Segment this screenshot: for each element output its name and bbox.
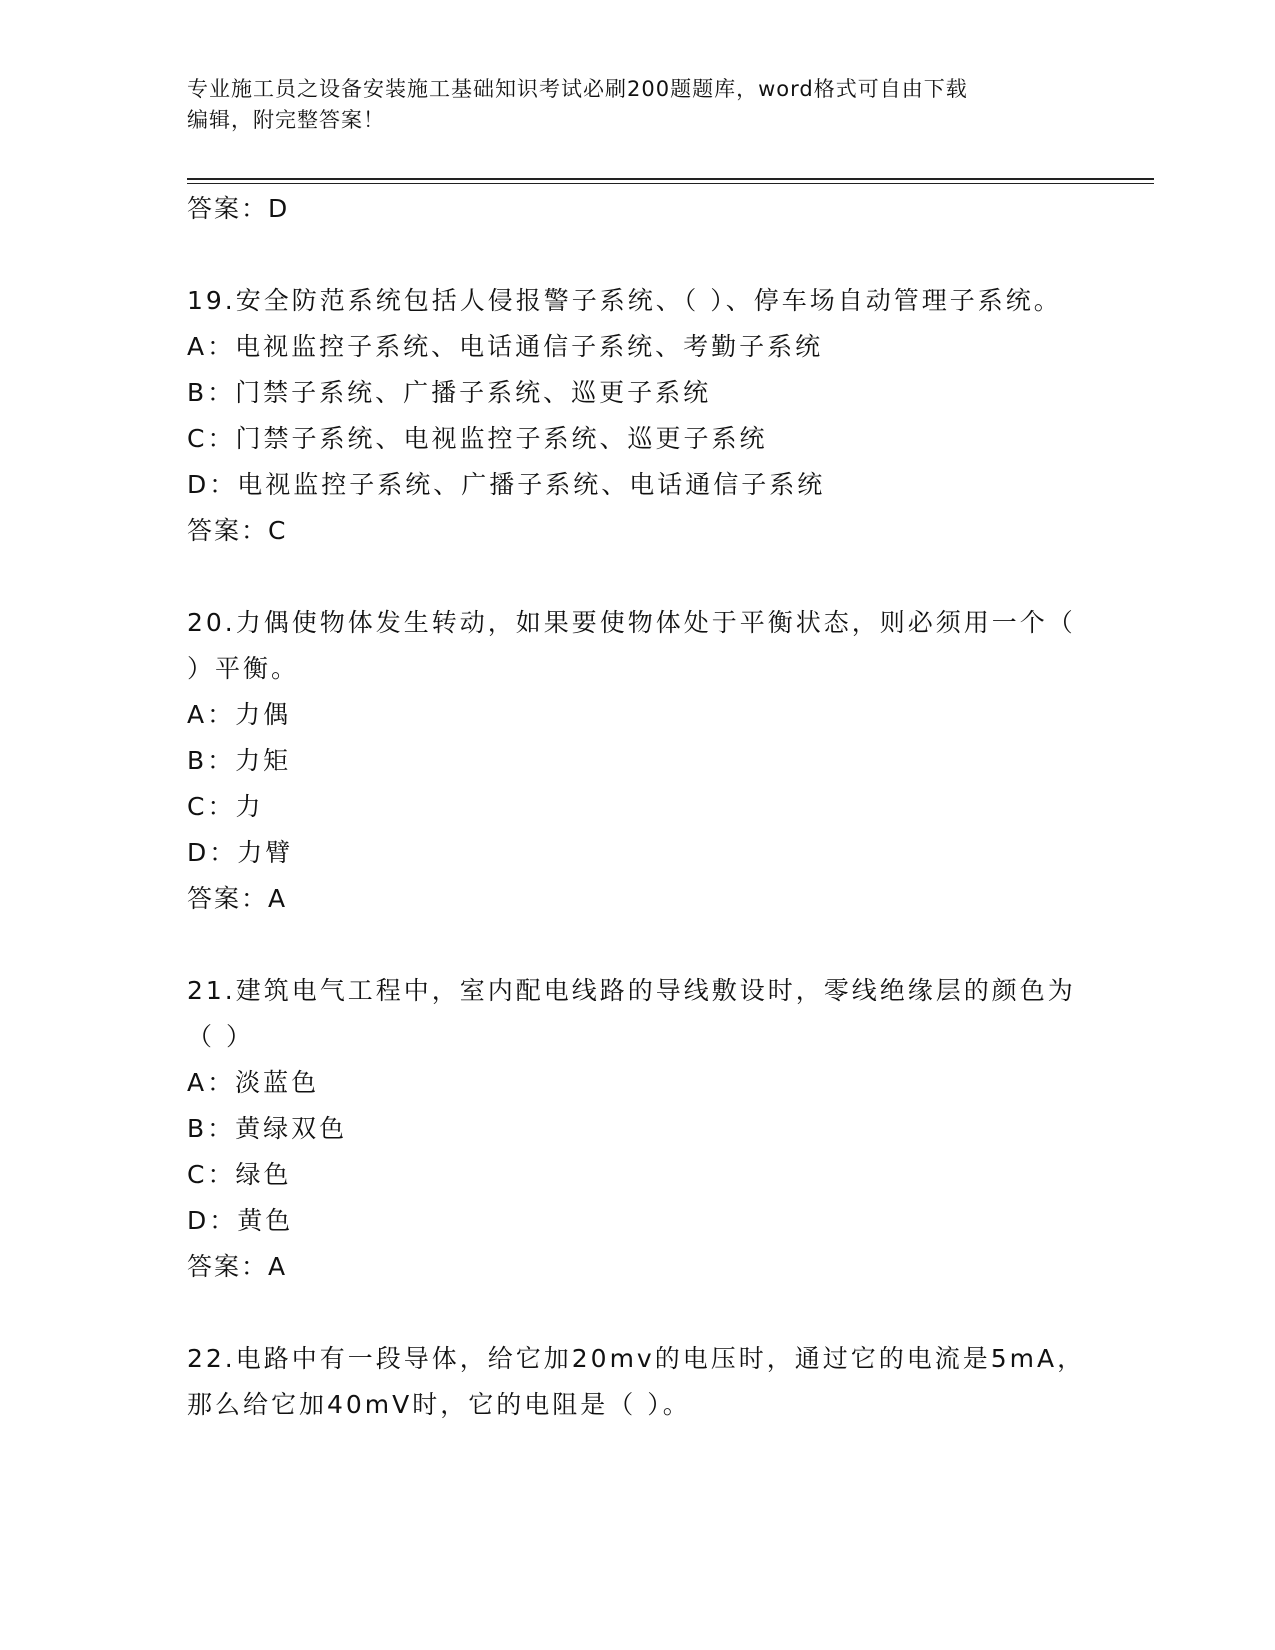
option-a: A：淡蓝色 bbox=[187, 1068, 320, 1097]
option-d: D：电视监控子系统、广播子系统、电话通信子系统 bbox=[187, 470, 826, 499]
question-22 bbox=[187, 1336, 1087, 1428]
option-a: A：力偶 bbox=[187, 700, 292, 729]
option-b: B：门禁子系统、广播子系统、巡更子系统 bbox=[187, 378, 712, 407]
question-21 bbox=[187, 968, 1087, 1290]
question-stem: 20.力偶使物体发生转动，如果要使物体处于平衡状态，则必须用一个（ ）平衡。 bbox=[187, 608, 1076, 683]
option-d: D：黄色 bbox=[187, 1206, 294, 1235]
question-20 bbox=[187, 600, 1087, 922]
header-line-1: 专业施工员之设备安装施工基础知识考试必刷200题题库，word格式可自由下载 bbox=[187, 77, 968, 101]
question-answer: 答案：A bbox=[187, 1252, 288, 1281]
question-stem: 21.建筑电气工程中，室内配电线路的导线敷设时，零线绝缘层的颜色为（ ） bbox=[187, 976, 1076, 1051]
option-c: C：门禁子系统、电视监控子系统、巡更子系统 bbox=[187, 424, 768, 453]
document-header bbox=[187, 74, 1087, 136]
question-list bbox=[187, 186, 1087, 1428]
previous-answer: 答案：D bbox=[187, 194, 290, 223]
question-stem: 22.电路中有一段导体，给它加20mv的电压时，通过它的电流是5mA，那么给它加40mV时，它的电阻是（ ）。 bbox=[187, 1344, 1086, 1419]
option-c: C：力 bbox=[187, 792, 264, 821]
header-line-2: 编辑，附完整答案！ bbox=[187, 108, 385, 132]
question-answer: 答案：A bbox=[187, 884, 288, 913]
question-answer: 答案：C bbox=[187, 516, 288, 545]
header-rule-thin bbox=[187, 183, 1154, 184]
question-stem: 19.安全防范系统包括人侵报警子系统、（ ）、停车场自动管理子系统。 bbox=[187, 286, 1062, 315]
header-rule-thick bbox=[187, 178, 1154, 180]
option-c: C：绿色 bbox=[187, 1160, 292, 1189]
option-d: D：力臂 bbox=[187, 838, 294, 867]
option-b: B：黄绿双色 bbox=[187, 1114, 348, 1143]
option-b: B：力矩 bbox=[187, 746, 292, 775]
option-a: A：电视监控子系统、电话通信子系统、考勤子系统 bbox=[187, 332, 824, 361]
question-19 bbox=[187, 278, 1087, 554]
